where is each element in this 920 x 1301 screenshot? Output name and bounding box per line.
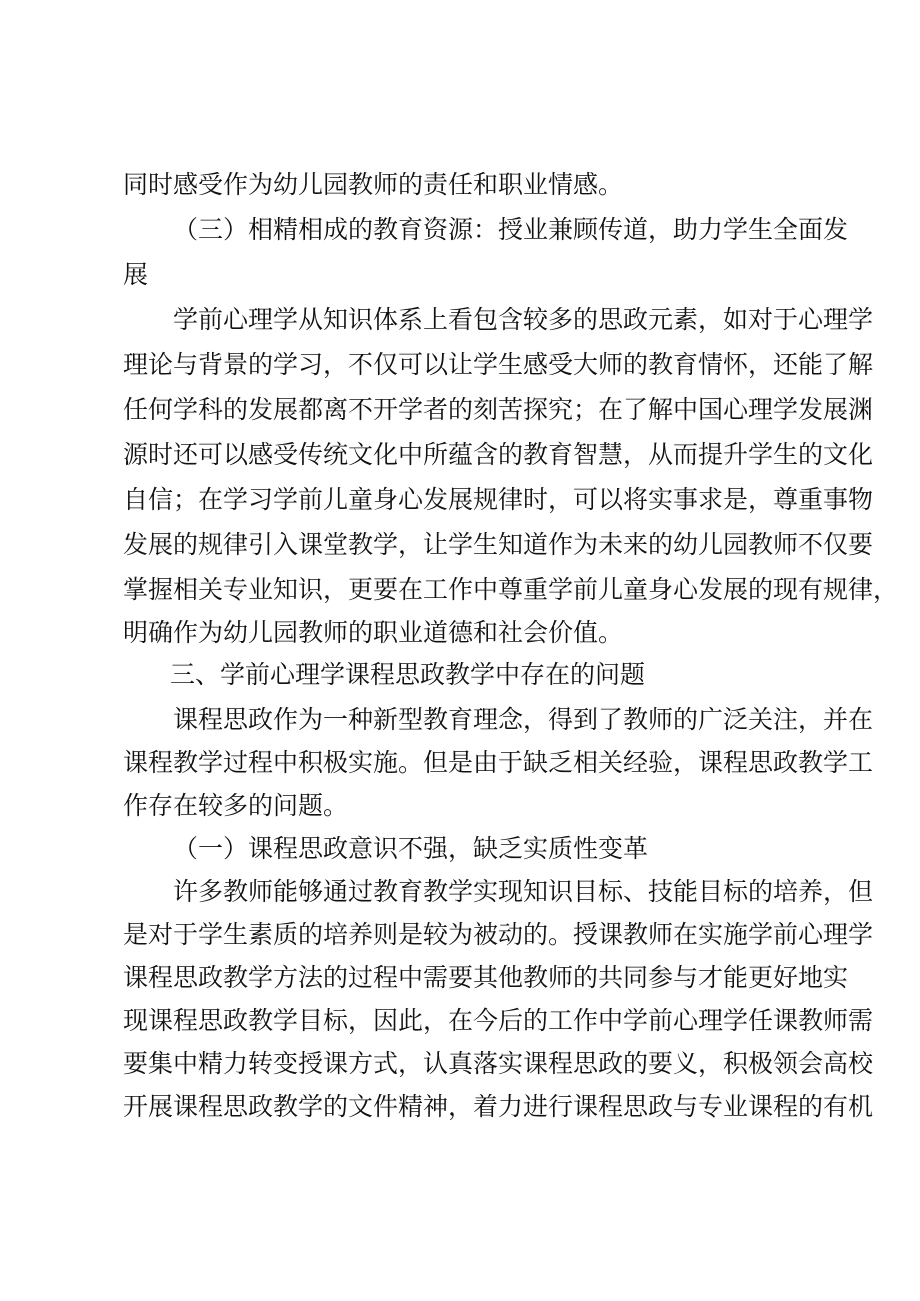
paragraph-line: 作存在较多的问题。 <box>123 791 349 820</box>
subheading-line: （一）课程思政意识不强，缺乏实质性变革 <box>173 834 649 863</box>
paragraph-line: 开展课程思政教学的文件精神，着力进行课程思政与专业课程的有机 <box>123 1092 874 1121</box>
paragraph-line: 源时还可以感受传统文化中所蕴含的教育智慧，从而提升学生的文化 <box>123 440 874 469</box>
paragraph-line: 明确作为幼儿园教师的职业道德和社会价值。 <box>123 618 624 647</box>
section-heading: 三、学前心理学课程思政教学中存在的问题 <box>170 660 646 689</box>
paragraph-line: 掌握相关专业知识，更要在工作中尊重学前儿童身心发展的现有规律， <box>123 575 899 604</box>
paragraph-line: 要集中精力转变授课方式，认真落实课程思政的要义，积极领会高校 <box>123 1049 874 1078</box>
paragraph-line: 课程教学过程中积极实施。但是由于缺乏相关经验，课程思政教学工 <box>123 748 874 777</box>
paragraph-line: 是对于学生素质的培养则是较为被动的。授课教师在实施学前心理学 <box>123 920 874 949</box>
paragraph-line: 任何学科的发展都离不开学者的刻苦探究；在了解中国心理学发展渊 <box>123 395 874 424</box>
paragraph-line: 自信；在学习学前儿童身心发展规律时，可以将实事求是，尊重事物 <box>123 485 874 514</box>
paragraph-line: 许多教师能够通过教育教学实现知识目标、技能目标的培养，但 <box>173 877 874 906</box>
paragraph-line: 学前心理学从知识体系上看包含较多的思政元素，如对于心理学 <box>173 305 874 334</box>
paragraph-line: 理论与背景的学习，不仅可以让学生感受大师的教育情怀，还能了解 <box>123 350 874 379</box>
paragraph-line: 课程思政教学方法的过程中需要其他教师的共同参与才能更好地实 <box>123 963 849 992</box>
paragraph-line: 发展的规律引入课堂教学，让学生知道作为未来的幼儿园教师不仅要 <box>123 530 874 559</box>
paragraph-line: 现课程思政教学目标，因此，在今后的工作中学前心理学任课教师需 <box>123 1006 874 1035</box>
paragraph-line: 课程思政作为一种新型教育理念，得到了教师的广泛关注，并在 <box>173 705 874 734</box>
subheading-line: 展 <box>123 260 149 289</box>
subheading-line: （三）相精相成的教育资源：授业兼顾传道，助力学生全面发 <box>173 215 849 244</box>
paragraph-line: 同时感受作为幼儿园教师的责任和职业情感。 <box>123 170 624 199</box>
